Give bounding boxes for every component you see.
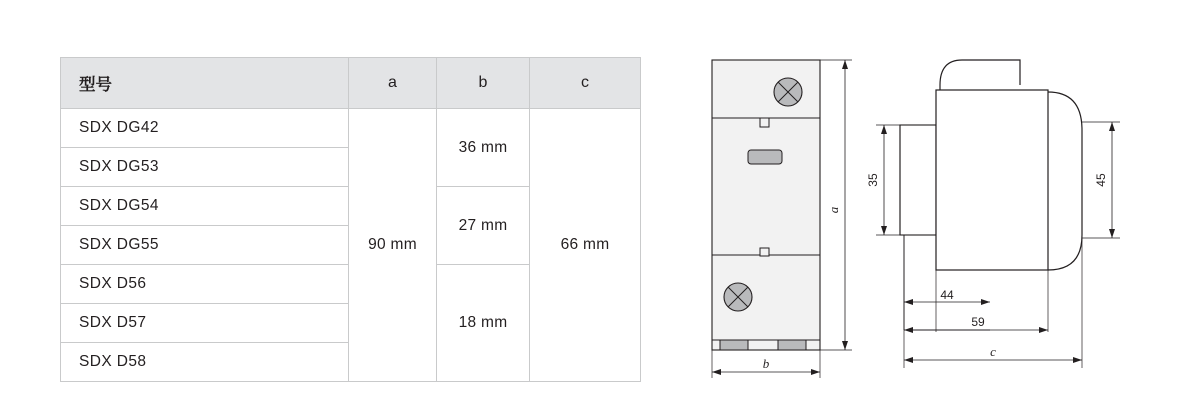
front-arrow-top: [842, 60, 848, 69]
front-screw-bottom-icon: [724, 283, 752, 311]
model-cell: SDX DG53: [61, 148, 349, 187]
side-arrow-44-left: [904, 299, 913, 305]
side-rail-clip: [900, 125, 936, 235]
side-dim-label-35: 35: [866, 173, 880, 187]
side-view-drawing: [866, 60, 1120, 368]
drawings-svg: [690, 30, 1190, 390]
table-head: [61, 58, 641, 109]
a-value-cell: 90 mm: [349, 109, 437, 382]
model-cell: SDX DG54: [61, 187, 349, 226]
column-header-model: 型号: [61, 58, 349, 109]
side-arrow-c-left: [904, 357, 913, 363]
table-body: [61, 109, 641, 382]
dimensions-table: [60, 57, 641, 382]
side-dim-label-c: c: [990, 344, 996, 359]
side-arrow-35-top: [881, 125, 887, 134]
side-arrow-45-top: [1109, 122, 1115, 131]
table-row: [61, 109, 641, 148]
technical-drawings: [690, 30, 1190, 390]
column-header-b: b: [437, 58, 530, 109]
front-screw-top-icon: [774, 78, 802, 106]
b-value-cell-1: 36 mm: [437, 109, 530, 187]
side-arrow-c-right: [1073, 357, 1082, 363]
side-arrow-59-right: [1039, 327, 1048, 333]
side-dim-label-59: 59: [971, 315, 985, 329]
front-terminal-notch-top: [760, 118, 769, 127]
side-arrow-44-right: [981, 299, 990, 305]
side-dim-label-45: 45: [1094, 173, 1108, 187]
front-view-drawing: [712, 60, 852, 378]
c-value-cell: 66 mm: [530, 109, 641, 382]
model-cell: SDX D57: [61, 304, 349, 343]
front-arrow-bottom: [842, 341, 848, 350]
side-dim-label-44: 44: [940, 288, 954, 302]
front-foot-right: [778, 340, 806, 350]
table-header-row: [61, 58, 641, 109]
model-cell: SDX D58: [61, 343, 349, 382]
b-value-cell-3: 18 mm: [437, 265, 530, 382]
side-arrow-45-bottom: [1109, 229, 1115, 238]
front-arrow-right: [811, 369, 820, 375]
front-arrow-left: [712, 369, 721, 375]
side-right-cap: [1048, 92, 1082, 270]
b-value-cell-2: 27 mm: [437, 187, 530, 265]
model-cell: SDX DG42: [61, 109, 349, 148]
side-arrow-59-left: [904, 327, 913, 333]
front-status-window: [748, 150, 782, 164]
side-arrow-35-bottom: [881, 226, 887, 235]
front-dim-label-b: b: [762, 356, 770, 371]
side-body-block: [936, 90, 1048, 270]
column-header-a: a: [349, 58, 437, 109]
dimensions-table-wrapper: [60, 57, 640, 382]
front-terminal-notch-bottom: [760, 248, 769, 256]
front-dim-label-a: a: [826, 206, 841, 214]
model-cell: SDX DG55: [61, 226, 349, 265]
front-foot-left: [720, 340, 748, 350]
column-header-c: c: [530, 58, 641, 109]
model-cell: SDX D56: [61, 265, 349, 304]
